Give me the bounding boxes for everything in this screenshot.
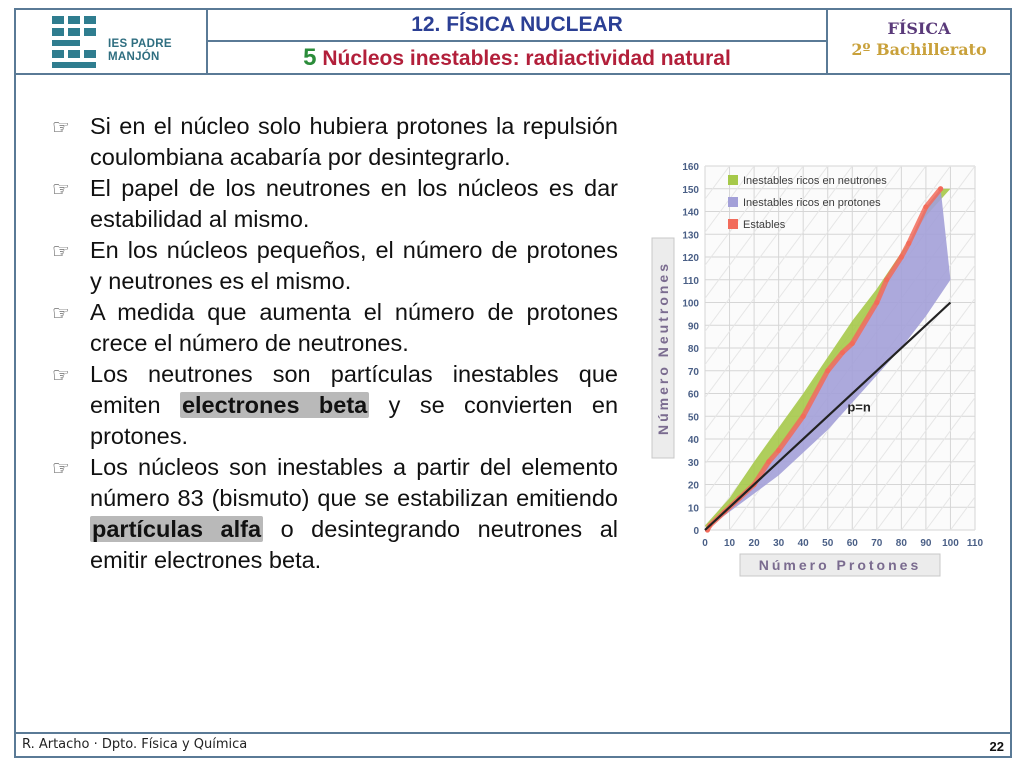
x-tick-label: 40 <box>797 538 809 549</box>
x-tick-label: 80 <box>895 538 907 549</box>
legend-label: Estables <box>743 219 786 231</box>
x-tick-label: 60 <box>846 538 858 549</box>
legend-swatch <box>728 175 738 185</box>
y-tick-label: 100 <box>682 298 699 310</box>
bullet-item: ☞ El papel de los neutrones en los núcleos es dar estabilidad al mismo. <box>52 175 618 232</box>
y-tick-label: 50 <box>687 412 699 424</box>
school-logo <box>16 10 208 73</box>
grid-line-diagonal <box>975 166 1000 530</box>
pointing-hand-icon: ☞ <box>52 179 70 201</box>
bullet-item: ☞ En los núcleos pequeños, el número de protones y neutrones es el mismo. <box>52 237 618 294</box>
pointing-hand-icon: ☞ <box>52 303 70 325</box>
legend-swatch <box>728 197 738 207</box>
course-box <box>826 10 1010 73</box>
pointing-hand-icon: ☞ <box>52 458 70 480</box>
legend-label: Inestables ricos en protones <box>743 197 881 209</box>
y-tick-label: 160 <box>682 162 699 173</box>
y-tick-label: 70 <box>687 366 699 378</box>
y-tick-label: 40 <box>687 435 699 446</box>
x-axis-label: Número Protones <box>758 557 922 573</box>
footer <box>14 732 1012 758</box>
section-title-row <box>208 42 826 73</box>
bullet-item: ☞ Si en el núcleo solo hubiera protones la repulsión coulombiana acabaría por desintegrarlo. <box>52 113 618 170</box>
footer-author: R. Artacho · Dpto. Física y Química <box>22 737 248 752</box>
y-tick-label: 80 <box>687 344 699 355</box>
title-box <box>208 10 826 73</box>
course-subject: FÍSICA <box>887 19 951 38</box>
highlight-electrones-beta: electrones beta <box>181 392 368 418</box>
stability-chart <box>640 148 1000 588</box>
x-tick-label: 30 <box>773 538 785 549</box>
logo-text <box>108 38 172 64</box>
x-tick-label: 20 <box>748 538 760 549</box>
x-tick-label: 50 <box>822 538 834 549</box>
logo-line2: MANJÓN <box>108 51 160 63</box>
y-tick-label: 90 <box>687 321 699 333</box>
x-tick-label: 0 <box>702 538 708 549</box>
legend-swatch <box>728 219 738 229</box>
logo-line1: IES PADRE <box>108 38 172 50</box>
reference-line-label: p=n <box>847 399 871 415</box>
y-tick-label: 110 <box>682 275 699 287</box>
bullet-list <box>50 111 618 576</box>
y-tick-label: 20 <box>687 480 699 492</box>
y-tick-label: 140 <box>682 207 699 219</box>
y-tick-label: 60 <box>687 389 699 401</box>
course-level: 2º Bachillerato <box>851 40 987 59</box>
legend-label: Inestables ricos en neutrones <box>743 175 887 187</box>
pointing-hand-icon: ☞ <box>52 365 70 387</box>
page-number: 22 <box>989 739 1004 754</box>
section-number: 5 <box>303 44 317 71</box>
y-tick-label: 120 <box>682 253 699 264</box>
y-tick-label: 130 <box>682 230 699 242</box>
y-axis-label: Número Neutrones <box>655 260 671 436</box>
x-tick-label: 110 <box>966 538 984 549</box>
y-tick-label: 0 <box>693 526 699 537</box>
x-tick-label: 10 <box>723 538 736 549</box>
unit-title: 12. FÍSICA NUCLEAR <box>208 10 826 42</box>
y-tick-label: 10 <box>687 503 699 515</box>
x-tick-label: 100 <box>942 538 959 549</box>
x-tick-label: 90 <box>920 538 932 549</box>
pointing-hand-icon: ☞ <box>52 241 70 263</box>
pointing-hand-icon: ☞ <box>52 117 70 139</box>
y-tick-label: 150 <box>682 184 699 196</box>
x-tick-label: 70 <box>871 538 883 549</box>
bullet-item: ☞ Los neutrones son partículas inestables que emiten electrones beta y se convierten en protones. <box>52 361 619 449</box>
y-tick-label: 30 <box>687 457 699 469</box>
bullet-item: ☞ A medida que aumenta el número de protones crece el número de neutrones. <box>52 299 618 356</box>
section-title: Núcleos inestables: radiactividad natural <box>322 47 731 70</box>
highlight-particulas-alfa: partículas alfa <box>92 516 262 542</box>
bullet-item: ☞ Los núcleos son inestables a partir del elemento número 83 (bismuto) que se estabilizan emitiendo partículas alfa o desintegrando neutrones al emitir electrones beta. <box>52 454 618 573</box>
